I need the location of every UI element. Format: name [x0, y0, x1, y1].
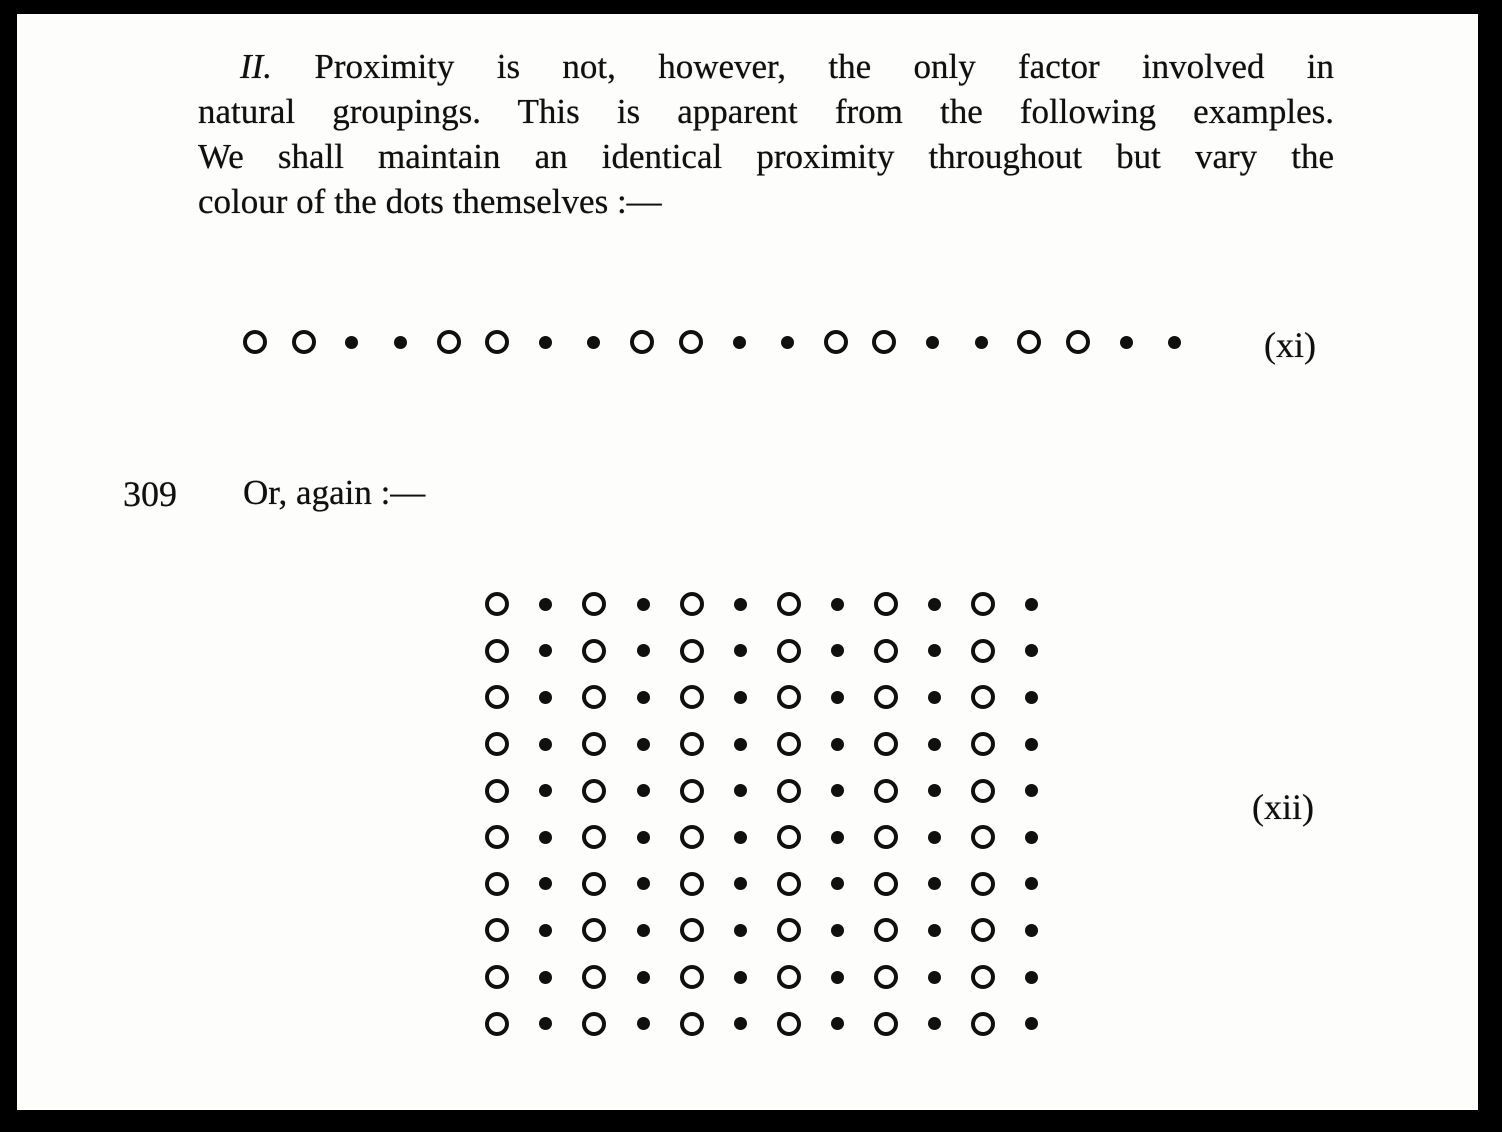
dot-cell — [959, 628, 1008, 675]
open-circle-dot — [1066, 330, 1090, 354]
open-circle-dot — [437, 330, 461, 354]
dot-cell — [1150, 318, 1198, 366]
dot-cell — [619, 628, 668, 675]
filled-dot — [734, 738, 747, 751]
dot-cell — [570, 814, 619, 861]
dot-cell — [813, 767, 862, 814]
dot-cell — [765, 861, 814, 908]
filled-dot — [831, 971, 844, 984]
filled-dot — [539, 598, 552, 611]
filled-dot — [1025, 738, 1038, 751]
dot-cell — [813, 674, 862, 721]
dot-cell — [1008, 674, 1057, 721]
dot-cell — [1102, 318, 1150, 366]
filled-dot — [539, 691, 552, 704]
filled-dot — [734, 877, 747, 890]
open-circle-dot — [680, 825, 704, 849]
dot-cell — [667, 674, 716, 721]
dot-cell — [813, 861, 862, 908]
filled-dot — [734, 598, 747, 611]
filled-dot — [831, 1017, 844, 1030]
dot-cell — [862, 1000, 911, 1047]
dot-cell — [522, 767, 571, 814]
filled-dot — [734, 691, 747, 704]
open-circle-dot — [777, 592, 801, 616]
dot-cell — [765, 907, 814, 954]
filled-dot — [1025, 644, 1038, 657]
filled-dot — [1025, 784, 1038, 797]
open-circle-dot — [680, 732, 704, 756]
dot-cell — [716, 674, 765, 721]
open-circle-dot — [582, 685, 606, 709]
dot-cell — [910, 1000, 959, 1047]
open-circle-dot — [874, 779, 898, 803]
dot-cell — [473, 907, 522, 954]
filled-dot — [928, 598, 941, 611]
filled-dot — [637, 738, 650, 751]
dot-cell — [862, 674, 911, 721]
filled-dot — [1025, 971, 1038, 984]
figure-xii-label: (xii) — [1252, 787, 1314, 827]
filled-dot — [587, 336, 600, 349]
open-circle-dot — [874, 918, 898, 942]
open-circle-dot — [485, 825, 509, 849]
open-circle-dot — [680, 872, 704, 896]
open-circle-dot — [630, 330, 654, 354]
dot-cell — [1008, 814, 1057, 861]
open-circle-dot — [971, 592, 995, 616]
figure-xi-label: (xi) — [1264, 325, 1316, 365]
filled-dot — [831, 598, 844, 611]
dot-cell — [910, 767, 959, 814]
dot-cell — [425, 318, 473, 366]
dot-cell — [667, 954, 716, 1001]
dot-cell — [813, 814, 862, 861]
interlude-text: Or, again :— — [243, 473, 426, 512]
dot-cell — [862, 581, 911, 628]
filled-dot — [733, 336, 746, 349]
dot-cell — [328, 318, 376, 366]
filled-dot — [1168, 336, 1181, 349]
dot-cell — [862, 767, 911, 814]
open-circle-dot — [874, 639, 898, 663]
dot-cell — [473, 674, 522, 721]
open-circle-dot — [777, 872, 801, 896]
open-circle-dot — [680, 965, 704, 989]
filled-dot — [831, 738, 844, 751]
dot-cell — [862, 721, 911, 768]
open-circle-dot — [582, 779, 606, 803]
filled-dot — [539, 877, 552, 890]
open-circle-dot — [485, 685, 509, 709]
filled-dot — [928, 784, 941, 797]
open-circle-dot — [292, 330, 316, 354]
dot-cell — [957, 318, 1005, 366]
filled-dot — [928, 924, 941, 937]
dot-cell — [473, 861, 522, 908]
dot-cell — [619, 721, 668, 768]
filled-dot — [1025, 877, 1038, 890]
dot-cell — [667, 861, 716, 908]
page-number: 309 — [123, 474, 177, 514]
dot-cell — [570, 954, 619, 1001]
open-circle-dot — [582, 1012, 606, 1036]
open-circle-dot — [485, 592, 509, 616]
filled-dot — [734, 971, 747, 984]
dot-cell — [959, 861, 1008, 908]
open-circle-dot — [777, 685, 801, 709]
dot-cell — [763, 318, 811, 366]
dot-cell — [619, 907, 668, 954]
open-circle-dot — [971, 685, 995, 709]
dot-cell — [765, 628, 814, 675]
dot-cell — [959, 1000, 1008, 1047]
filled-dot — [831, 691, 844, 704]
filled-dot — [1025, 691, 1038, 704]
dot-cell — [570, 318, 618, 366]
dot-cell — [667, 581, 716, 628]
filled-dot — [637, 1017, 650, 1030]
dot-cell — [813, 907, 862, 954]
open-circle-dot — [243, 330, 267, 354]
filled-dot — [637, 877, 650, 890]
dot-cell — [1008, 628, 1057, 675]
open-circle-dot — [680, 779, 704, 803]
filled-dot — [928, 691, 941, 704]
dot-cell — [522, 628, 571, 675]
filled-dot — [928, 971, 941, 984]
open-circle-dot — [874, 965, 898, 989]
open-circle-dot — [777, 918, 801, 942]
dot-cell — [667, 628, 716, 675]
paragraph-line: natural groupings. This is apparent from the following examples. — [198, 92, 1334, 131]
dot-cell — [959, 907, 1008, 954]
dot-cell — [910, 674, 959, 721]
dot-cell — [765, 1000, 814, 1047]
filled-dot — [637, 784, 650, 797]
dot-cell — [522, 954, 571, 1001]
dot-cell — [910, 581, 959, 628]
open-circle-dot — [971, 732, 995, 756]
open-circle-dot — [777, 732, 801, 756]
dot-cell — [570, 1000, 619, 1047]
dot-cell — [862, 628, 911, 675]
filled-dot — [345, 336, 358, 349]
open-circle-dot — [485, 965, 509, 989]
dot-cell — [522, 861, 571, 908]
paragraph-line-text: Proximity is not, however, the only factor involved in — [314, 47, 1334, 86]
open-circle-dot — [971, 639, 995, 663]
dot-cell — [570, 907, 619, 954]
dot-cell — [279, 318, 327, 366]
filled-dot — [539, 784, 552, 797]
open-circle-dot — [777, 1012, 801, 1036]
dot-cell — [813, 721, 862, 768]
dot-cell — [1008, 721, 1057, 768]
dot-cell — [908, 318, 956, 366]
filled-dot — [781, 336, 794, 349]
filled-dot — [928, 877, 941, 890]
figure-xi-row — [231, 318, 1199, 366]
filled-dot — [831, 877, 844, 890]
filled-dot — [928, 738, 941, 751]
dot-cell — [813, 581, 862, 628]
filled-dot — [831, 831, 844, 844]
dot-cell — [570, 581, 619, 628]
dot-cell — [910, 954, 959, 1001]
open-circle-dot — [582, 732, 606, 756]
open-circle-dot — [971, 1012, 995, 1036]
open-circle-dot — [874, 732, 898, 756]
dot-cell — [716, 907, 765, 954]
dot-cell — [910, 861, 959, 908]
dot-cell — [716, 767, 765, 814]
dot-cell — [813, 1000, 862, 1047]
dot-cell — [667, 767, 716, 814]
filled-dot — [1120, 336, 1133, 349]
open-circle-dot — [679, 330, 703, 354]
filled-dot — [926, 336, 939, 349]
dot-cell — [910, 721, 959, 768]
dot-cell — [619, 861, 668, 908]
open-circle-dot — [777, 779, 801, 803]
dot-cell — [619, 767, 668, 814]
dot-cell — [473, 1000, 522, 1047]
dot-cell — [765, 674, 814, 721]
dot-cell — [1008, 954, 1057, 1001]
dot-cell — [1008, 907, 1057, 954]
filled-dot — [1025, 598, 1038, 611]
filled-dot — [637, 971, 650, 984]
filled-dot — [539, 644, 552, 657]
dot-cell — [813, 628, 862, 675]
open-circle-dot — [777, 965, 801, 989]
filled-dot — [928, 1017, 941, 1030]
dot-cell — [619, 581, 668, 628]
open-circle-dot — [485, 330, 509, 354]
dot-cell — [862, 814, 911, 861]
filled-dot — [539, 738, 552, 751]
dot-cell — [667, 814, 716, 861]
dot-cell — [522, 907, 571, 954]
dot-cell — [473, 767, 522, 814]
open-circle-dot — [777, 825, 801, 849]
open-circle-dot — [582, 825, 606, 849]
filled-dot — [539, 971, 552, 984]
open-circle-dot — [874, 592, 898, 616]
paragraph — [198, 44, 1334, 224]
open-circle-dot — [485, 1012, 509, 1036]
filled-dot — [637, 924, 650, 937]
filled-dot — [734, 644, 747, 657]
dot-cell — [716, 861, 765, 908]
open-circle-dot — [485, 779, 509, 803]
dot-cell — [910, 907, 959, 954]
filled-dot — [734, 784, 747, 797]
filled-dot — [1025, 1017, 1038, 1030]
dot-cell — [570, 674, 619, 721]
open-circle-dot — [582, 639, 606, 663]
open-circle-dot — [485, 918, 509, 942]
dot-cell — [619, 674, 668, 721]
dot-cell — [910, 814, 959, 861]
section-numeral: II. — [240, 47, 273, 86]
filled-dot — [637, 691, 650, 704]
dot-cell — [570, 721, 619, 768]
dot-cell — [667, 721, 716, 768]
dot-cell — [716, 814, 765, 861]
dot-cell — [959, 767, 1008, 814]
filled-dot — [831, 784, 844, 797]
open-circle-dot — [582, 872, 606, 896]
dot-cell — [716, 581, 765, 628]
dot-cell — [959, 581, 1008, 628]
dot-cell — [1008, 581, 1057, 628]
open-circle-dot — [971, 779, 995, 803]
dot-cell — [862, 954, 911, 1001]
dot-cell — [667, 907, 716, 954]
filled-dot — [734, 924, 747, 937]
open-circle-dot — [680, 685, 704, 709]
dot-cell — [473, 581, 522, 628]
open-circle-dot — [874, 1012, 898, 1036]
filled-dot — [539, 336, 552, 349]
dot-cell — [522, 721, 571, 768]
dot-cell — [959, 721, 1008, 768]
dot-cell — [522, 1000, 571, 1047]
dot-cell — [522, 674, 571, 721]
filled-dot — [539, 831, 552, 844]
open-circle-dot — [971, 918, 995, 942]
dot-cell — [813, 954, 862, 1001]
open-circle-dot — [485, 872, 509, 896]
dot-cell — [910, 628, 959, 675]
open-circle-dot — [1017, 330, 1041, 354]
paragraph-line — [198, 44, 1334, 89]
filled-dot — [394, 336, 407, 349]
dot-cell — [1008, 861, 1057, 908]
open-circle-dot — [582, 592, 606, 616]
dot-cell — [1005, 318, 1053, 366]
paragraph-line: colour of the dots themselves :— — [198, 182, 662, 221]
open-circle-dot — [485, 639, 509, 663]
dot-cell — [765, 954, 814, 1001]
open-circle-dot — [485, 732, 509, 756]
filled-dot — [831, 644, 844, 657]
dot-cell — [667, 1000, 716, 1047]
dot-cell — [618, 318, 666, 366]
dot-cell — [765, 721, 814, 768]
dot-cell — [1008, 1000, 1057, 1047]
dot-cell — [862, 907, 911, 954]
open-circle-dot — [680, 639, 704, 663]
open-circle-dot — [777, 639, 801, 663]
dot-cell — [473, 814, 522, 861]
dot-cell — [619, 954, 668, 1001]
dot-cell — [765, 767, 814, 814]
filled-dot — [539, 1017, 552, 1030]
filled-dot — [928, 644, 941, 657]
open-circle-dot — [971, 872, 995, 896]
dot-cell — [765, 814, 814, 861]
dot-cell — [473, 954, 522, 1001]
dot-cell — [522, 581, 571, 628]
dot-cell — [812, 318, 860, 366]
open-circle-dot — [582, 918, 606, 942]
dot-cell — [570, 767, 619, 814]
dot-cell — [860, 318, 908, 366]
filled-dot — [928, 831, 941, 844]
dot-cell — [473, 318, 521, 366]
filled-dot — [831, 924, 844, 937]
open-circle-dot — [872, 330, 896, 354]
filled-dot — [637, 644, 650, 657]
dot-cell — [667, 318, 715, 366]
open-circle-dot — [874, 825, 898, 849]
dot-cell — [473, 721, 522, 768]
filled-dot — [637, 598, 650, 611]
dot-cell — [715, 318, 763, 366]
dot-cell — [376, 318, 424, 366]
filled-dot — [734, 1017, 747, 1030]
figure-xii-grid — [473, 581, 1056, 1047]
dot-cell — [619, 1000, 668, 1047]
dot-cell — [521, 318, 569, 366]
open-circle-dot — [680, 592, 704, 616]
dot-cell — [1054, 318, 1102, 366]
filled-dot — [539, 924, 552, 937]
dot-cell — [716, 628, 765, 675]
dot-cell — [959, 954, 1008, 1001]
dot-cell — [619, 814, 668, 861]
dot-cell — [716, 1000, 765, 1047]
dot-cell — [522, 814, 571, 861]
open-circle-dot — [971, 965, 995, 989]
open-circle-dot — [874, 685, 898, 709]
dot-cell — [959, 674, 1008, 721]
dot-cell — [716, 721, 765, 768]
dot-cell — [1008, 767, 1057, 814]
dot-cell — [570, 861, 619, 908]
open-circle-dot — [582, 965, 606, 989]
open-circle-dot — [874, 872, 898, 896]
dot-cell — [716, 954, 765, 1001]
paragraph-line: We shall maintain an identical proximity throughout but vary the — [198, 137, 1334, 176]
dot-cell — [765, 581, 814, 628]
dot-cell — [570, 628, 619, 675]
open-circle-dot — [680, 1012, 704, 1036]
dot-cell — [862, 861, 911, 908]
dot-cell — [959, 814, 1008, 861]
dot-cell — [473, 628, 522, 675]
open-circle-dot — [971, 825, 995, 849]
dot-cell — [231, 318, 279, 366]
filled-dot — [1025, 924, 1038, 937]
open-circle-dot — [680, 918, 704, 942]
filled-dot — [1025, 831, 1038, 844]
filled-dot — [734, 831, 747, 844]
open-circle-dot — [824, 330, 848, 354]
filled-dot — [975, 336, 988, 349]
filled-dot — [637, 831, 650, 844]
